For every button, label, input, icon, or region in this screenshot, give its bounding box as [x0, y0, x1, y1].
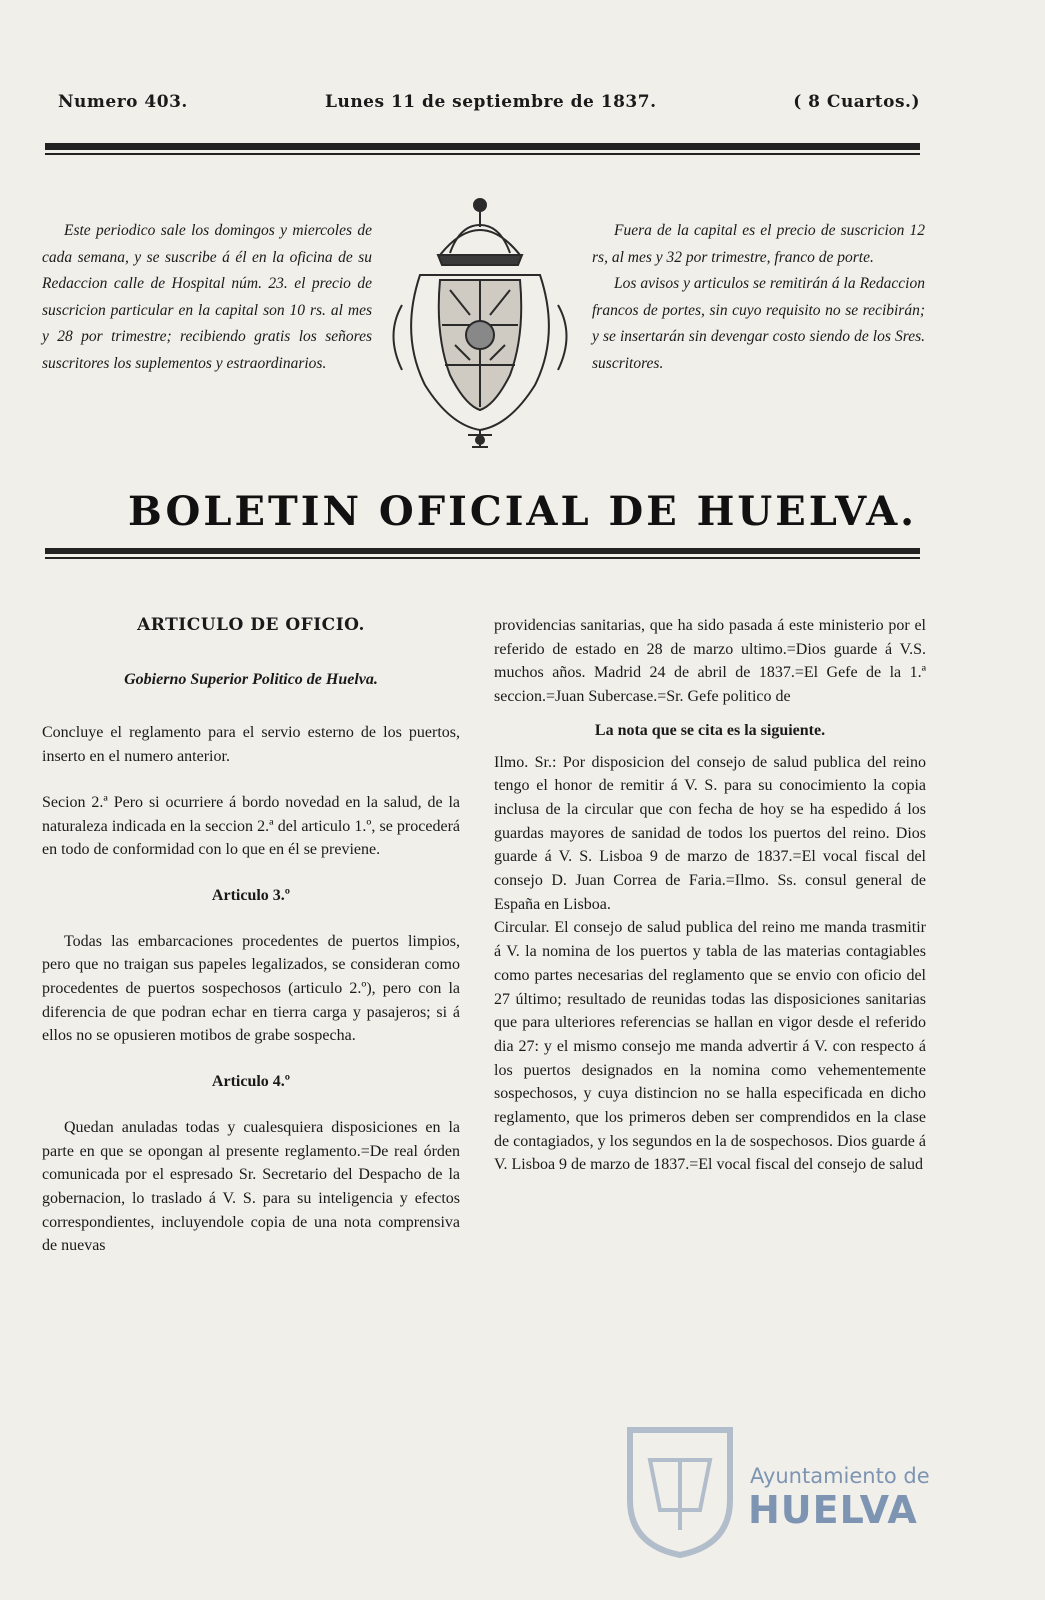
right-column	[494, 614, 926, 1177]
newspaper-title: BOLETIN OFICIAL DE HUELVA.	[127, 488, 918, 535]
subscription-text: Este periodico sale los domingos y miercoles de cada semana, y se suscribe á él en la oficina de su Redaccion calle de Hospital núm. 23. el precio de suscricion particular en la capital son 10 rs. al mes y 28 por trimestre; recibiendo gratis los señores suscritores los suplementos y estraordinarios.	[42, 222, 372, 372]
section-title: ARTICULO DE OFICIO.	[137, 615, 365, 635]
watermark-city: HUELVA	[748, 1488, 918, 1532]
watermark-org: Ayuntamiento de	[750, 1464, 930, 1488]
coat-of-arms-icon	[380, 185, 580, 455]
section-2-paragraph: Secion 2.ª Pero si ocurriere á bordo novedad en la salud, de la naturaleza indicada en la seccion 2.ª del articulo 1.º, se procederá en todo de conformidad con lo que en él se previene.	[42, 793, 460, 859]
intro-paragraph: Concluye el reglamento para el servio esterno de los puertos, inserto en el numero anterior.	[42, 724, 460, 766]
article-4-text: Quedan anuladas todas y cualesquiera disposiciones en la parte en que se opongan al presente reglamento.=De real órden comunicada por el espresado Sr. Secretario del Despacho de la gobernacion, lo traslado á V. S. para su inteligencia y efectos correspondientes, incluyendole copia de una nota comprensiva de nuevas	[42, 1118, 460, 1255]
ayuntamiento-watermark	[620, 1420, 960, 1560]
issue-number: Numero 403.	[58, 92, 188, 112]
article-3-text: Todas las embarcaciones procedentes de puertos limpios, pero que no traigan sus papeles legalizados, se consideran como procedentes de puertos sospechosos (articulo 2.º), pero con la diferencia de que podran echar en tierra carga y pasajeros; si á ellos no se opusieren motibos de grabe sospecha.	[42, 932, 460, 1045]
circular-paragraph: Circular. El consejo de salud publica del reino me manda trasmitir á V. la nomina de los puertos y tabla de las materias contagiables como partes necesarias del reglamento que se envio con oficio del 27 último; resultado de reunidas todas las disposiciones sanitarias que para ulteriores referencias se hallan en vigor desde el referido dia 27: y el mismo consejo me manda advertir á V. con respecto á los puertos designados en la nomina como vehementemente sospechosos, y cuya distincion no se halla especificada en dicho reglamento, que los primeros deben ser comprendidos en la clase de contagiados, y los segundos en la de sospechosos. Dios guarde á V. Lisboa 9 de marzo de 1837.=El vocal fiscal del consejo de salud	[494, 919, 926, 1174]
government-heading: Gobierno Superior Politico de Huelva.	[124, 670, 378, 688]
huelva-shield-icon	[620, 1420, 740, 1560]
subscription-info-left	[42, 218, 372, 377]
header-rule	[45, 143, 920, 150]
left-column	[42, 614, 460, 1258]
article-3-heading: Articulo 3.º	[211, 886, 291, 904]
masthead-rule	[45, 548, 920, 554]
issue-price: ( 8 Cuartos.)	[793, 92, 920, 112]
header-rule-thin	[45, 153, 920, 155]
article-4-heading: Articulo 4.º	[211, 1073, 291, 1091]
submission-text: Los avisos y articulos se remitirán á la Redaccion francos de portes, sin cuyo requisito no se recibirán; y se insertarán sin devengar costo siendo de los Sres. suscritores.	[592, 275, 925, 372]
issue-header	[40, 92, 920, 122]
issue-date: Lunes 11 de septiembre de 1837.	[325, 92, 657, 112]
note-heading: La nota que se cita es la siguiente.	[594, 721, 826, 739]
subscription-info-right	[592, 218, 925, 377]
continuation-paragraph: providencias sanitarias, que ha sido pasada á este ministerio por el referido de estado en 28 de marzo ultimo.=Dios guarde á V.S. muchos años. Madrid 24 de abril de 1837.=El Gefe de la 1.ª seccion.=Juan Subercase.=Sr. Gefe politico de	[494, 617, 926, 706]
masthead-rule-thin	[45, 557, 920, 559]
letter-paragraph: Ilmo. Sr.: Por disposicion del consejo de salud publica del reino tengo el honor de remitir á V. S. para su conocimiento la copia inclusa de la circular que con fecha de hoy se ha espedido á los guardas mayores de sanidad de todos los puertos del reino. Dios guarde á V. S. Lisboa 9 de marzo de 1837.=El vocal fiscal del consejo D. Juan Correa de Faria.=Ilmo. Ss. consul general de España en Lisboa.	[494, 753, 926, 913]
subscription-price-text: Fuera de la capital es el precio de suscricion 12 rs, al mes y 32 por trimestre, franco de porte.	[592, 222, 925, 266]
